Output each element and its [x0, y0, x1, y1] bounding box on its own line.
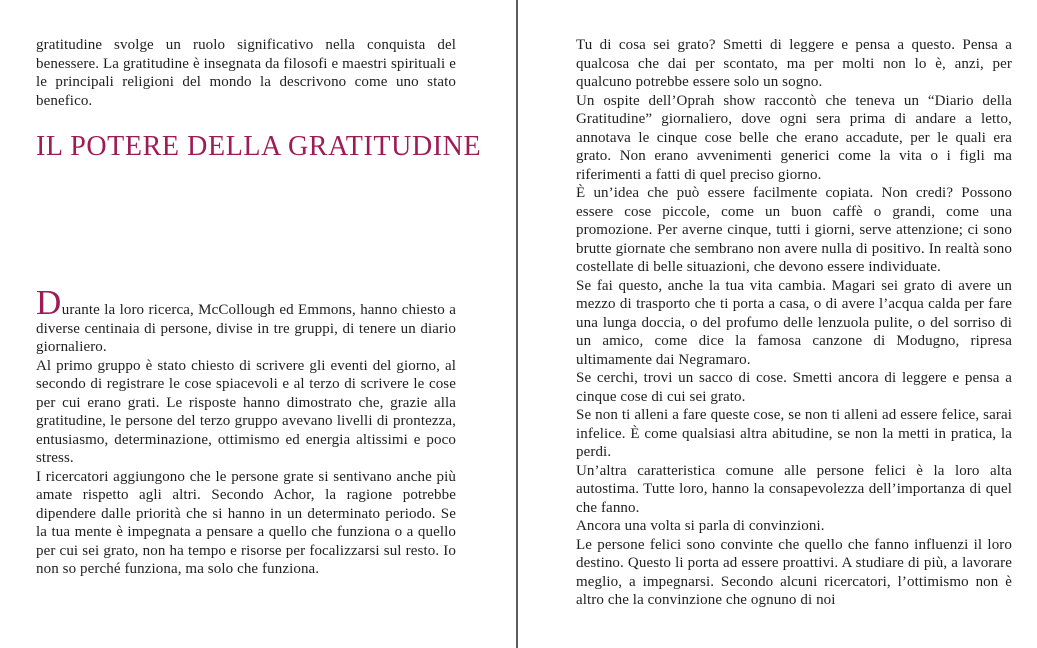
- paragraph-with-dropcap: [36, 283, 456, 357]
- paragraph: Ancora una volta si parla di convinzioni.: [576, 518, 825, 534]
- paragraph: Tu di cosa sei grato? Smetti di leggere e pensa a questo. Pensa a qualcosa che dai per scontato, ma per molti non lo è, anzi, per qualcuno potrebbe essere solo un sogno.: [576, 37, 1012, 90]
- paragraph: Un ospite dell’Oprah show raccontò che teneva un “Diario della Gratitudine” giornaliero, dove ogni sera prima di andare a letto, annotava le cinque cose belle che erano accadute, per le quali era grato. Non erano avvenimenti generici come la vita o i figli ma riferimenti a fatti di quel preciso giorno.: [576, 92, 1012, 183]
- paragraph: Se fai questo, anche la tua vita cambia. Magari sei grato di avere un mezzo di trasporto che ti porta a casa, o di avere l’acqua calda per fare una lunga doccia, o del profumo delle lenzuola pulite, o del sorriso di un amico, come dice la famosa canzone di Modugno, ripresa ultimamente dai Negramaro.: [576, 277, 1012, 368]
- paragraph: I ricercatori aggiungono che le persone grate si sentivano anche più amate rispetto agli altri. Secondo Achor, la ragione potrebbe dipendere dalle priorità che si hanno in un determinato periodo. Se la tua mente è impegnata a pensare a quello che funziona o a quello per cui sei grato, non ha tempo e risorse per focalizzarsi sul resto. Io non so perché funziona, ma solo che funziona.: [36, 468, 456, 577]
- page-left: [0, 0, 516, 648]
- intro-paragraph: gratitudine svolge un ruolo significativo nella conquista del benessere. La gratitudine è insegnata da filosofi e maestri spirituali e le principali religioni del mondo la descrivono come uno stato benefico.: [36, 37, 456, 109]
- paragraph: Al primo gruppo è stato chiesto di scrivere gli eventi del giorno, al secondo di registrare le cose spiacevoli e al terzo di scrivere le cose per cui erano grati. Le risposte hanno dimostrato che, grazie alla gratitudine, le persone del terzo gruppo avevano livelli di prontezza, entusiasmo, determinazione, ottimismo ed energia altissimi e poco stress.: [36, 357, 456, 466]
- paragraph: Se cerchi, trovi un sacco di cose. Smetti ancora di leggere e pensa a cinque cose di cui sei grato.: [576, 370, 1012, 405]
- paragraph: Un’altra caratteristica comune alle persone felici è la loro alta autostima. Tutte loro, hanno la consapevolezza dell’importanza di quel che fanno.: [576, 462, 1012, 516]
- paragraph-text: urante la loro ricerca, McCollough ed Emmons, hanno chiesto a diverse centinaia di persone, divise in tre gruppi, di tenere un diario giornaliero.: [36, 302, 456, 355]
- dropcap-letter: D: [36, 283, 62, 322]
- paragraph: Se non ti alleni a fare queste cose, se non ti alleni ad essere felice, sarai infelice. È come qualsiasi altra abitudine, se non la metti in pratica, la perdi.: [576, 407, 1012, 460]
- paragraph: È un’idea che può essere facilmente copiata. Non credi? Possono essere cose piccole, come un buon caffè o grandi, come una promozione. Per averne cinque, tutti i giorni, serve attenzione; ci sono brutte giornate che sembrano non avere nulla di positivo. In realtà sono costellate di belle situazioni, che devono essere individuate.: [576, 185, 1012, 275]
- paragraph: Le persone felici sono convinte che quello che fanno influenzi il loro destino. Questo li porta ad essere proattivi. A studiare di più, a lavorare meglio, a impegnarsi. Secondo alcuni ricercatori, l’ottimismo non è altro che la convinzione che ognuno di noi: [576, 536, 1012, 608]
- chapter-heading: IL POTERE DELLA GRATITUDINE: [36, 131, 482, 162]
- section-spacer: [36, 163, 456, 301]
- page-right: [518, 0, 1037, 648]
